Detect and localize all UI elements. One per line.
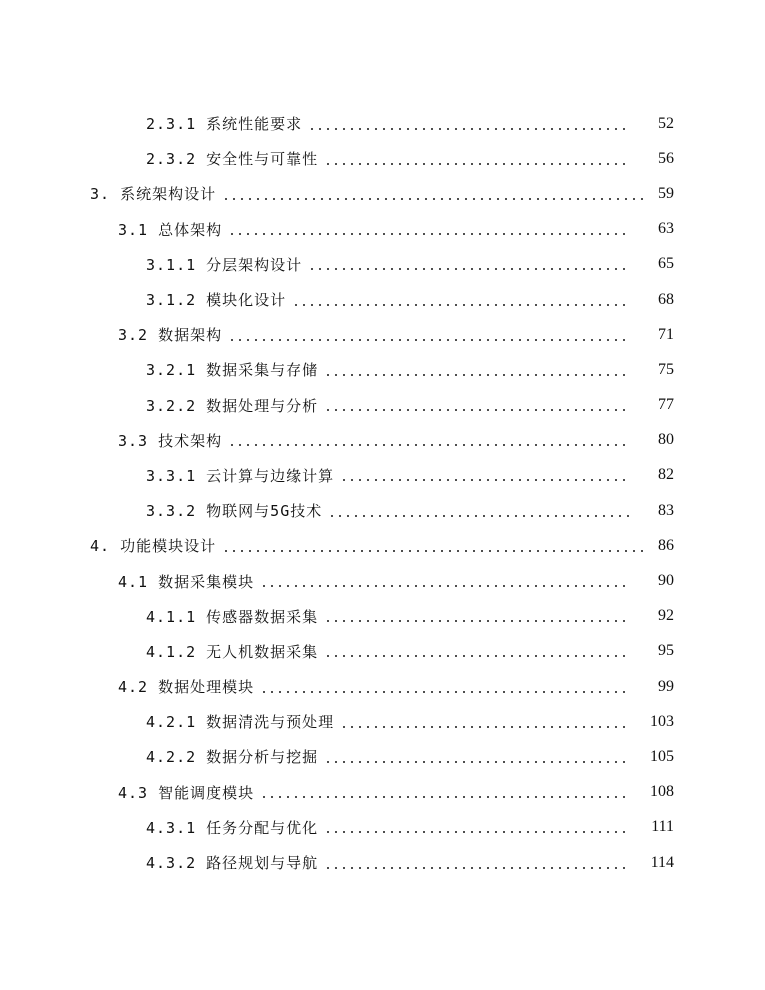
toc-entry-title: 4. 功能模块设计: [90, 537, 217, 556]
toc-entry-page-number: 103: [650, 712, 674, 730]
dot-leader: [324, 761, 630, 763]
toc-entry[interactable]: [0, 388, 765, 423]
toc-entry-title: 4.2.1 数据清洗与预处理: [146, 713, 335, 732]
toc-entry[interactable]: [0, 247, 765, 282]
toc-entry-title: 3.1.1 分层架构设计: [146, 255, 303, 274]
toc-entry-page-number: 63: [658, 220, 674, 238]
toc-entry-page-number: 59: [658, 184, 674, 202]
toc-entry[interactable]: [0, 845, 765, 880]
dot-leader: [324, 867, 630, 869]
dot-leader: [340, 726, 630, 728]
toc-entry-page-number: 114: [650, 853, 674, 871]
toc-entry[interactable]: [0, 563, 765, 598]
toc-entry-page-number: 99: [658, 677, 674, 695]
toc-entry[interactable]: [0, 212, 765, 247]
toc-entry[interactable]: [0, 528, 765, 563]
toc-entry-title: 4.3.1 任务分配与优化: [146, 818, 319, 837]
toc-entry[interactable]: [0, 282, 765, 317]
toc-entry-page-number: 90: [658, 572, 674, 590]
toc-entry-page-number: 77: [658, 396, 674, 414]
dot-leader: [324, 620, 630, 622]
toc-entry-title: 2.3.2 安全性与可靠性: [146, 150, 319, 169]
toc-entry-title: 3.3.1 云计算与边缘计算: [146, 466, 335, 485]
dot-leader: [228, 444, 630, 446]
toc-entry-page-number: 83: [658, 501, 674, 519]
dot-leader: [228, 233, 630, 235]
toc-entry[interactable]: [0, 810, 765, 845]
dot-leader: [292, 304, 630, 306]
toc-entry[interactable]: [0, 141, 765, 176]
toc-entry-title: 3. 系统架构设计: [90, 185, 217, 204]
dot-leader: [328, 515, 630, 517]
dot-leader: [324, 374, 630, 376]
toc-entry[interactable]: [0, 739, 765, 774]
dot-leader: [324, 655, 630, 657]
toc-entry[interactable]: [0, 423, 765, 458]
toc-entry[interactable]: [0, 704, 765, 739]
dot-leader: [222, 198, 644, 200]
toc-entry-title: 3.2 数据架构: [118, 326, 223, 345]
toc-entry-title: 3.2.1 数据采集与存储: [146, 361, 319, 380]
dot-leader: [308, 268, 630, 270]
toc-entry[interactable]: [0, 317, 765, 352]
toc-entry-page-number: 86: [658, 536, 674, 554]
toc-entry-title: 4.1 数据采集模块: [118, 572, 255, 591]
dot-leader: [324, 409, 630, 411]
toc-entry-title: 3.3 技术架构: [118, 431, 223, 450]
dot-leader: [222, 550, 644, 552]
dot-leader: [260, 585, 630, 587]
toc-entry-title: 4.2 数据处理模块: [118, 678, 255, 697]
dot-leader: [260, 691, 630, 693]
toc-entry-page-number: 56: [658, 149, 674, 167]
toc-entry-page-number: 92: [658, 607, 674, 625]
toc-entry-page-number: 82: [658, 466, 674, 484]
dot-leader: [324, 163, 630, 165]
dot-leader: [260, 796, 630, 798]
toc-entry-title: 4.1.1 传感器数据采集: [146, 607, 319, 626]
toc-entry-page-number: 68: [658, 290, 674, 308]
toc-entry-page-number: 75: [658, 360, 674, 378]
toc-entry-page-number: 105: [650, 747, 674, 765]
toc-entry-title: 3.3.2 物联网与5G技术: [146, 502, 323, 521]
toc-entry[interactable]: [0, 775, 765, 810]
toc-entry-page-number: 71: [658, 325, 674, 343]
toc-entry[interactable]: [0, 599, 765, 634]
toc-entry[interactable]: [0, 176, 765, 211]
toc-entry-title: 4.1.2 无人机数据采集: [146, 642, 319, 661]
toc-entry-page-number: 111: [651, 818, 674, 836]
toc-entry-title: 3.2.2 数据处理与分析: [146, 396, 319, 415]
toc-entry-page-number: 65: [658, 255, 674, 273]
toc-entry-title: 2.3.1 系统性能要求: [146, 115, 303, 134]
toc-entry-page-number: 52: [658, 114, 674, 132]
dot-leader: [324, 831, 630, 833]
toc-entry-title: 3.1.2 模块化设计: [146, 291, 287, 310]
toc-entry[interactable]: [0, 669, 765, 704]
toc-entry[interactable]: [0, 352, 765, 387]
toc-entry[interactable]: [0, 493, 765, 528]
toc-entry-page-number: 95: [658, 642, 674, 660]
dot-leader: [308, 128, 630, 130]
toc-entry-title: 4.3 智能调度模块: [118, 783, 255, 802]
dot-leader: [340, 479, 630, 481]
toc-entry[interactable]: [0, 106, 765, 141]
dot-leader: [228, 339, 630, 341]
table-of-contents: [0, 106, 765, 880]
toc-entry-page-number: 108: [650, 783, 674, 801]
toc-entry-title: 4.3.2 路径规划与导航: [146, 854, 319, 873]
toc-entry-title: 4.2.2 数据分析与挖掘: [146, 748, 319, 767]
toc-entry[interactable]: [0, 458, 765, 493]
toc-entry-title: 3.1 总体架构: [118, 220, 223, 239]
toc-entry[interactable]: [0, 634, 765, 669]
toc-entry-page-number: 80: [658, 431, 674, 449]
